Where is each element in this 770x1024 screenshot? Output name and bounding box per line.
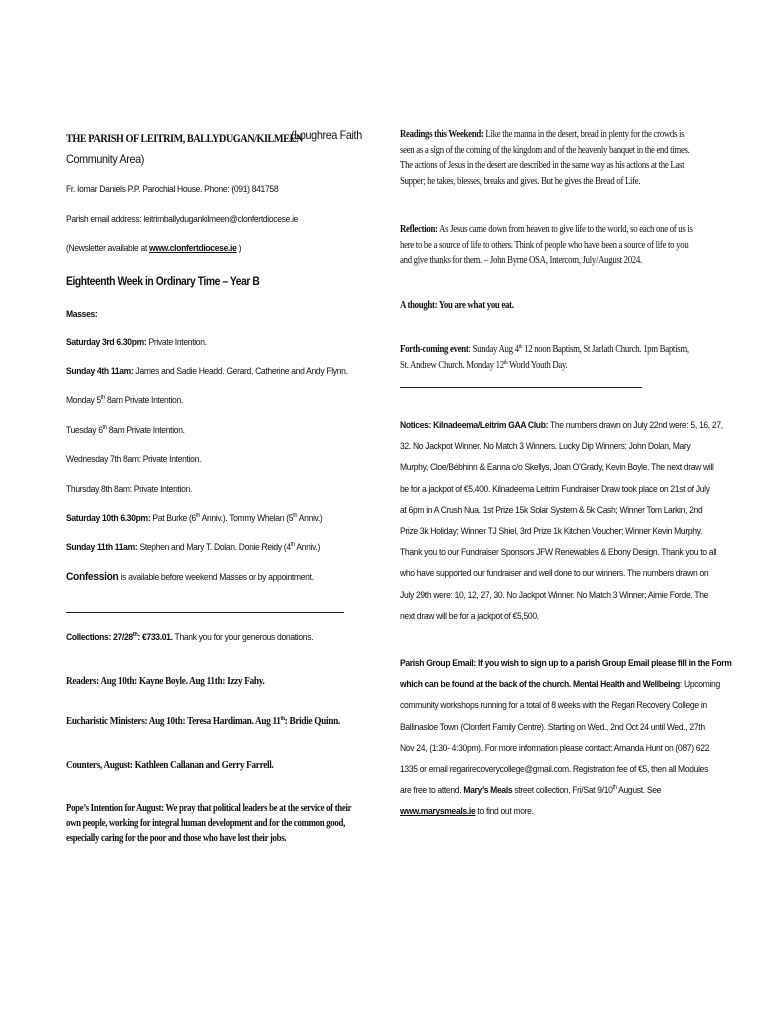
mass-monday-5: Monday 5th 8am Private Intention. xyxy=(66,395,183,405)
mass-saturday-10: Saturday 10th 6.30pm: Pat Burke (6th Anniv.). Tommy Whelan (5th Anniv.) xyxy=(66,513,323,523)
mass-tuesday-6: Tuesday 6th 8am Private Intention. xyxy=(66,425,185,435)
mass-sunday-4: Sunday 4th 11am: James and Sadie Headd. Gerard, Catherine and Andy Flynn. xyxy=(66,366,348,376)
gaa-notices: Notices: Kilnadeema/Leitrim GAA Club: The numbers drawn on July 22nd were: 5, 16, 27, 32. No Jackpot Winner. No Match 3 Winners. Lucky Dip Winners; John Dolan, Mary Murphy, Cloe/Bébhinn & Eanna c/o Skellys, Joan O’Grady, Kevin Boyle. The next draw will be for a jackpot of €5,400. Kilnadeema Leitrim Fundraiser Draw took place on 21st of July at 6pm in A Crush Nua. 1st Prize 15k Solar System & 5k Cash; Winner Tom Larkin, 2nd Prize 3k Holiday; Winner TJ Shiel, 3rd Prize 1k Kitchen Voucher; Winner Kevin Murphy. Thank you to our Fundraiser Sponsors JFW Renewables & Ebony Design. Thank you to all who have supported our fundraiser and well done to our winners. The numbers drawn on July 29th were: 10, 12, 27, 30. No Jackpot Winner. No Match 3 Winner; Aimie Forde. The next draw will be for a jackpot of €5,500. xyxy=(400,420,723,621)
parish-title: THE PARISH OF LEITRIM, BALLYDUGAN/KILMEEN xyxy=(66,131,303,145)
popes-intention: Pope’s Intention for August: We pray that political leaders be at the service of their own people, working for integral human development and for the common good, especially caring for the poor and those who have lost their jobs. xyxy=(66,803,352,844)
counters-rota: Counters, August: Kathleen Callanan and Gerry Farrell. xyxy=(66,760,274,771)
reflection: Reflection: As Jesus came down from heaven to give life to the world, so each one of us is here to be a source of life to others. Think of people who have been a source of life to you and give thanks for them. – John Byrne OSA, Intercom, July/August 2024. xyxy=(400,224,693,266)
ministers-rota: Eucharistic Ministers: Aug 10th: Teresa Hardiman. Aug 11th: Bridie Quinn. xyxy=(66,716,340,727)
divider-left xyxy=(66,612,344,613)
parish-title-line2: Community Area) xyxy=(66,152,145,166)
mass-thursday-8: Thursday 8th 8am: Private Intention. xyxy=(66,484,193,494)
confession-note: Confession is available before weekend Masses or by appointment. xyxy=(66,571,314,583)
priest-contact: Fr. Iomar Daniels P.P. Parochial House. Phone: (091) 841758 xyxy=(66,184,279,194)
mass-wednesday-7: Wednesday 7th 8am: Private Intention. xyxy=(66,454,202,464)
newsletter-note: (Newsletter available at www.clonfertdiocese.ie ) xyxy=(66,243,242,253)
masses-label: Masses: xyxy=(66,309,98,319)
mass-sunday-11: Sunday 11th 11am: Stephen and Mary T. Dolan. Donie Reidy (4th Anniv.) xyxy=(66,542,321,552)
parish-title-suffix: (Loughrea Faith xyxy=(291,128,362,142)
thought: A thought: You are what you eat. xyxy=(400,300,514,311)
week-heading: Eighteenth Week in Ordinary Time – Year B xyxy=(66,274,260,288)
marysmeals-link[interactable]: www.marysmeals.ie xyxy=(400,806,476,817)
parish-group-email: Parish Group Email: If you wish to sign up to a parish Group Email please fill in the Form which can be found at the back of the church. Mental Health and Wellbeing: Upcoming community workshops running for a total of 8 weeks with the Regari Recovery College in Ballinasloe Town (Clonfert Family Centre). Starting on Wed., 2nd Oct 24 until Wed., 27th Nov 24, (1:30- 4:30pm). For more information please contact: Amanda Hunt on (087) 622 1335 or email regarirecoverycollege@gmail.com. Registration fee of €5, then all Modules are free to attend. Mary’s Meals street collection, Fri/Sat 9/10th August. See www.marysmeals.ie to find out more. xyxy=(400,658,732,817)
parish-email: Parish email address: leitrimballydugankilmeen@clonfertdiocese.ie xyxy=(66,214,299,224)
divider-right xyxy=(400,387,642,388)
readers-rota: Readers: Aug 10th: Kayne Boyle. Aug 11th: Izzy Fahy. xyxy=(66,676,265,687)
newsletter-link[interactable]: www.clonfertdiocese.ie xyxy=(149,243,237,253)
readings-this-weekend: Readings this Weekend: Like the manna in the desert, bread in plenty for the crowds is seen as a sign of the coming of the kingdom and of the heavenly banquet in the end times. The actions of Jesus in the desert are described in the same way as his actions at the Last Supper; he takes, blesses, breaks and gives. But he gives the Bread of Life. xyxy=(400,129,690,187)
mass-saturday-3: Saturday 3rd 6.30pm: Private Intention. xyxy=(66,337,207,347)
collections-note: Collections: 27/28th: €733.01. Thank you for your generous donations. xyxy=(66,632,314,642)
forthcoming-event: Forth-coming event: Sunday Aug 4th 12 noon Baptism, St Jarlath Church. 1pm Baptism, St. Andrew Church. Monday 12th World Youth Day. xyxy=(400,344,689,371)
